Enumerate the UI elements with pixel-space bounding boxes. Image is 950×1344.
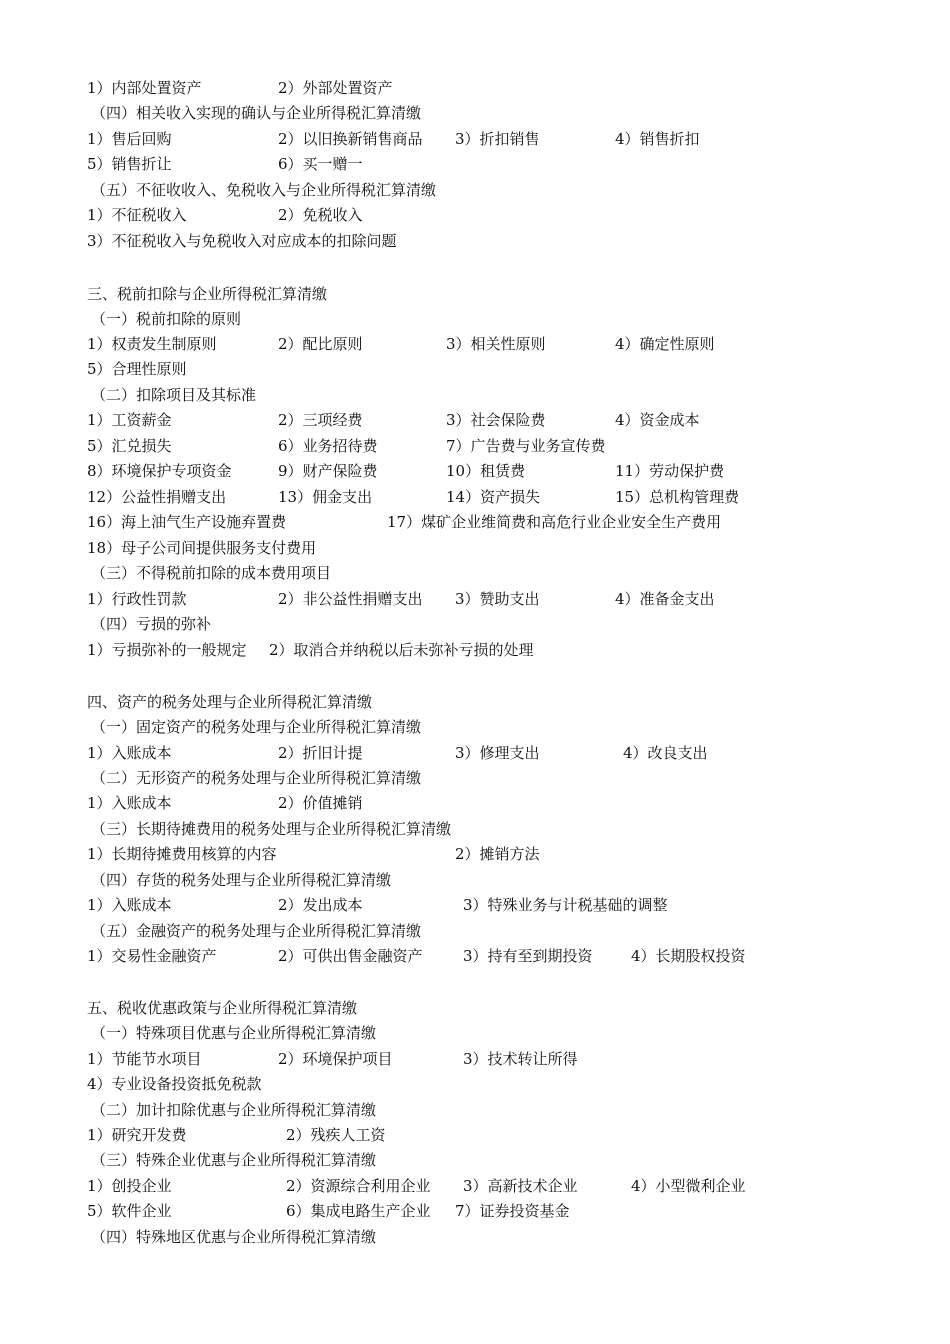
list-item: 9）财产保险费	[278, 462, 378, 480]
list-item: 1）交易性金融资产	[87, 947, 217, 965]
list-item: 4）小型微利企业	[631, 1177, 746, 1195]
item-line	[87, 434, 927, 459]
subsection-heading: （四）特殊地区优惠与企业所得税汇算清缴	[91, 1228, 377, 1246]
subsection-heading: （一）固定资产的税务处理与企业所得税汇算清缴	[91, 718, 422, 736]
item-line	[87, 127, 927, 152]
list-item: 5）软件企业	[87, 1202, 172, 1220]
list-item: 2）折旧计提	[278, 744, 363, 762]
subsection-heading: （一）特殊项目优惠与企业所得税汇算清缴	[91, 1024, 377, 1042]
item-line	[87, 1047, 927, 1072]
list-item: 7）证券投资基金	[455, 1202, 570, 1220]
item-line	[87, 536, 927, 561]
list-item: 3）持有至到期投资	[463, 947, 593, 965]
list-item: 1）研究开发费	[87, 1126, 187, 1144]
item-line	[87, 459, 927, 484]
item-line	[87, 408, 927, 433]
item-line	[87, 152, 927, 177]
list-item: 2）三项经费	[278, 411, 363, 429]
item-line	[87, 791, 927, 816]
section-heading: 五、税收优惠政策与企业所得税汇算清缴	[87, 999, 358, 1017]
list-item: 2）摊销方法	[455, 845, 540, 863]
list-item: 13）佣金支出	[278, 488, 373, 506]
list-item: 4）专业设备投资抵免税款	[87, 1075, 262, 1093]
item-line	[87, 76, 927, 101]
list-item: 2）配比原则	[278, 335, 363, 353]
list-item: 3）修理支出	[455, 744, 540, 762]
section-heading: 四、资产的税务处理与企业所得税汇算清缴	[87, 693, 373, 711]
list-item: 5）销售折让	[87, 155, 172, 173]
list-item: 7）广告费与业务宣传费	[446, 437, 606, 455]
list-item: 6）买一赠一	[278, 155, 363, 173]
subsection-heading: （三）不得税前扣除的成本费用项目	[91, 564, 332, 582]
list-item: 14）资产损失	[446, 488, 541, 506]
subsection-heading: （五）不征收收入、免税收入与企业所得税汇算清缴	[91, 181, 437, 199]
item-line	[87, 485, 927, 510]
list-item: 12）公益性捐赠支出	[87, 488, 227, 506]
list-item: 1）长期待摊费用核算的内容	[87, 845, 277, 863]
list-item: 10）租赁费	[446, 462, 526, 480]
list-item: 2）外部处置资产	[278, 79, 393, 97]
item-line	[87, 893, 927, 918]
list-item: 3）不征税收入与免税收入对应成本的扣除问题	[87, 232, 397, 250]
subsection-heading: （四）亏损的弥补	[91, 615, 212, 633]
list-item: 15）总机构管理费	[615, 488, 740, 506]
list-item: 8）环境保护专项资金	[87, 462, 232, 480]
list-item: 3）赞助支出	[455, 590, 540, 608]
subsection-heading: （一）税前扣除的原则	[91, 310, 242, 328]
list-item: 5）合理性原则	[87, 360, 187, 378]
item-line	[87, 510, 927, 535]
item-line	[87, 1174, 927, 1199]
list-item: 16）海上油气生产设施弃置费	[87, 513, 287, 531]
list-item: 3）社会保险费	[446, 411, 546, 429]
list-item: 2）价值摊销	[278, 794, 363, 812]
item-line	[87, 944, 927, 969]
subsection-heading: （二）扣除项目及其标准	[91, 386, 257, 404]
list-item: 1）行政性罚款	[87, 590, 187, 608]
list-item: 4）准备金支出	[615, 590, 715, 608]
list-item: 1）节能节水项目	[87, 1050, 202, 1068]
subsection-heading: （二）无形资产的税务处理与企业所得税汇算清缴	[91, 769, 422, 787]
list-item: 2）环境保护项目	[278, 1050, 393, 1068]
subsection-heading: （四）相关收入实现的确认与企业所得税汇算清缴	[91, 104, 422, 122]
list-item: 3）相关性原则	[446, 335, 546, 353]
list-item: 4）确定性原则	[615, 335, 715, 353]
subsection-heading: （三）特殊企业优惠与企业所得税汇算清缴	[91, 1151, 377, 1169]
list-item: 4）长期股权投资	[631, 947, 746, 965]
list-item: 1）不征税收入	[87, 206, 187, 224]
item-line	[87, 1072, 927, 1097]
list-item: 2）发出成本	[278, 896, 363, 914]
item-line	[87, 203, 927, 228]
list-item: 3）技术转让所得	[463, 1050, 578, 1068]
list-item: 1）售后回购	[87, 130, 172, 148]
item-line	[87, 842, 927, 867]
list-item: 1）权责发生制原则	[87, 335, 217, 353]
item-line	[87, 332, 927, 357]
list-item: 4）改良支出	[623, 744, 708, 762]
list-item: 1）创投企业	[87, 1177, 172, 1195]
item-line	[87, 741, 927, 766]
item-line	[87, 1123, 927, 1148]
item-line	[87, 587, 927, 612]
list-item: 4）资金成本	[615, 411, 700, 429]
list-item: 3）折扣销售	[455, 130, 540, 148]
list-item: 3）高新技术企业	[463, 1177, 578, 1195]
subsection-heading: （二）加计扣除优惠与企业所得税汇算清缴	[91, 1101, 377, 1119]
item-line	[87, 1199, 927, 1224]
list-item: 17）煤矿企业维简费和高危行业企业安全生产费用	[387, 513, 722, 531]
subsection-heading: （四）存货的税务处理与企业所得税汇算清缴	[91, 871, 392, 889]
list-item: 1）内部处置资产	[87, 79, 202, 97]
subsection-heading: （五）金融资产的税务处理与企业所得税汇算清缴	[91, 922, 422, 940]
list-item: 3）特殊业务与计税基础的调整	[463, 896, 668, 914]
list-item: 2）以旧换新销售商品	[278, 130, 423, 148]
list-item: 18）母子公司间提供服务支付费用	[87, 539, 317, 557]
item-line	[87, 638, 927, 663]
list-item: 6）集成电路生产企业	[286, 1202, 431, 1220]
list-item: 2）可供出售金融资产	[278, 947, 423, 965]
list-item: 2）残疾人工资	[286, 1126, 386, 1144]
list-item: 1）亏损弥补的一般规定	[87, 641, 247, 659]
list-item: 11）劳动保护费	[615, 462, 725, 480]
list-item: 5）汇兑损失	[87, 437, 172, 455]
subsection-heading: （三）长期待摊费用的税务处理与企业所得税汇算清缴	[91, 820, 452, 838]
section-heading: 三、税前扣除与企业所得税汇算清缴	[87, 285, 328, 303]
item-line	[87, 357, 927, 382]
list-item: 2）免税收入	[278, 206, 363, 224]
list-item: 2）非公益性捐赠支出	[278, 590, 423, 608]
list-item: 1）入账成本	[87, 744, 172, 762]
list-item: 1）入账成本	[87, 896, 172, 914]
list-item: 1）工资薪金	[87, 411, 172, 429]
list-item: 2）取消合并纳税以后未弥补亏损的处理	[269, 641, 534, 659]
list-item: 1）入账成本	[87, 794, 172, 812]
item-line	[87, 229, 927, 254]
list-item: 4）销售折扣	[615, 130, 700, 148]
list-item: 2）资源综合利用企业	[286, 1177, 431, 1195]
list-item: 6）业务招待费	[278, 437, 378, 455]
